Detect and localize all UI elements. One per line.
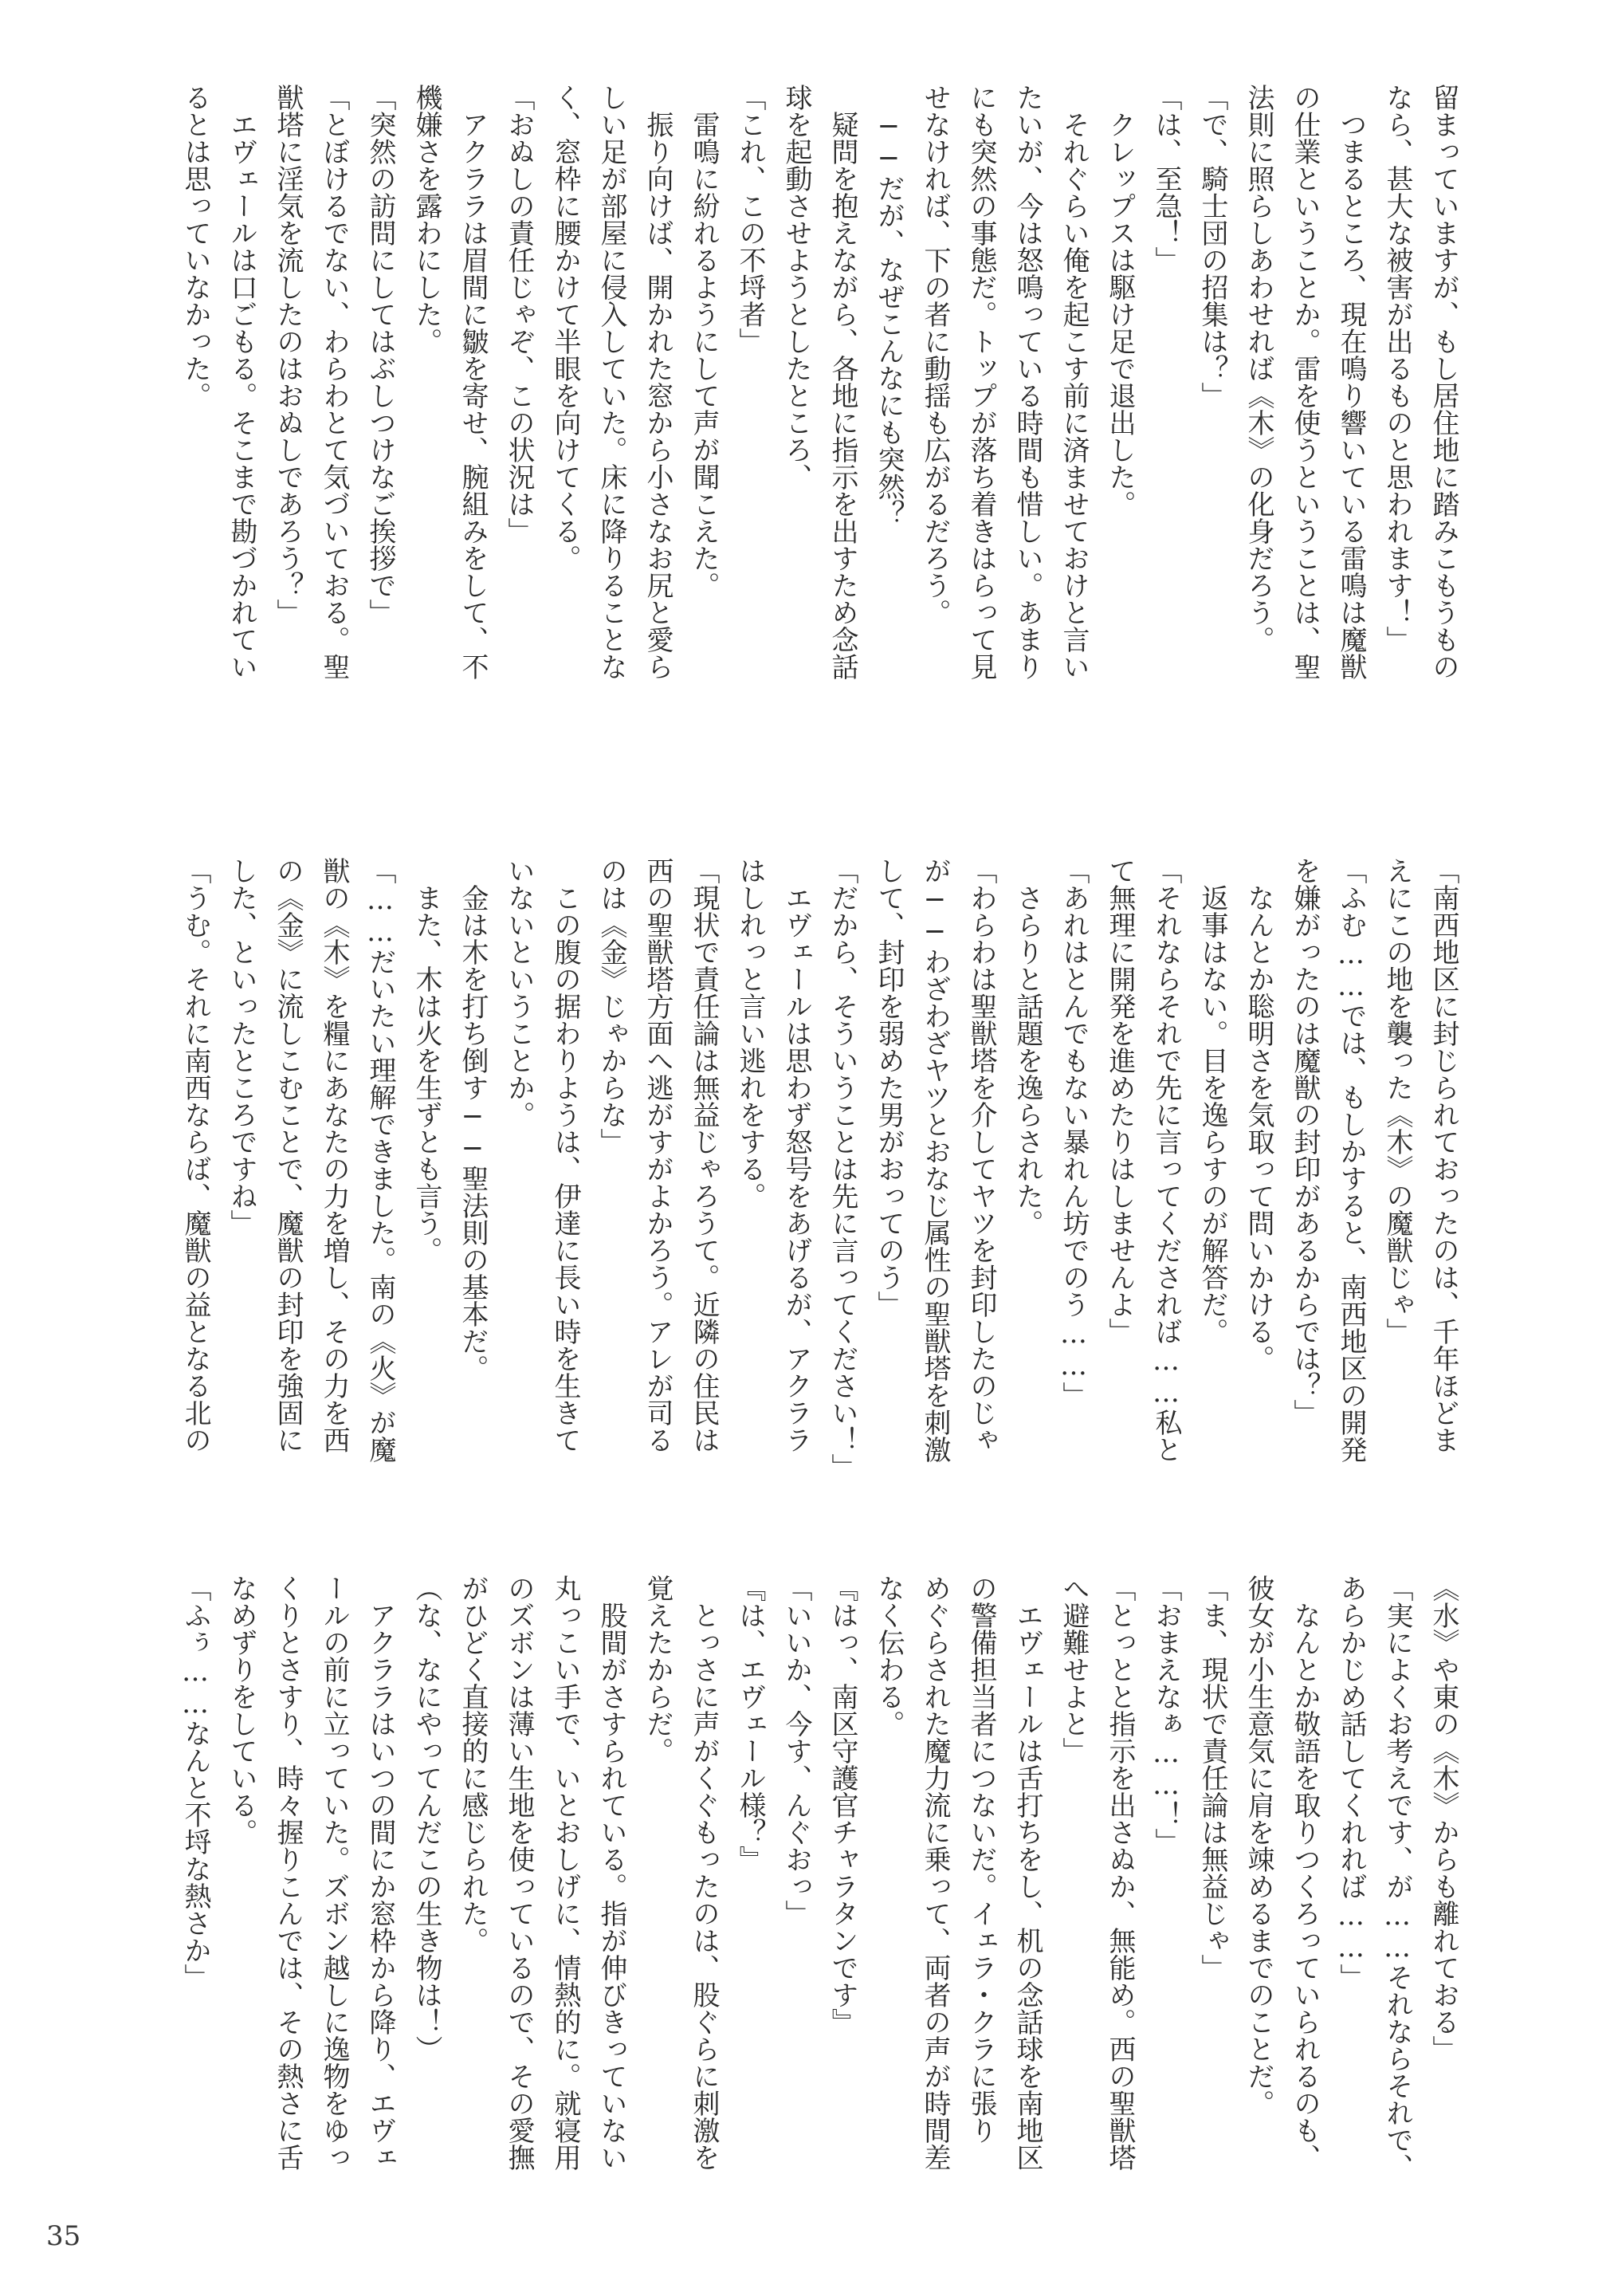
text-line: とっさに声がくぐもったのは、股ぐらに刺激を <box>688 1575 720 2171</box>
text-line: く、窓枠に腰かけて半眼を向けてくる。 <box>549 84 581 572</box>
text-line: 「とっとと指示を出さぬか、無能め。西の聖獣塔 <box>1104 1575 1136 2171</box>
text-line: エヴェールは口ごもる。そこまで勘づかれてい <box>226 84 257 680</box>
text-line: るとは思っていなかった。 <box>179 84 211 409</box>
text-line: また、木は火を生ずとも言う。 <box>410 857 442 1264</box>
text-line: を嫌がったのは魔獣の封印があるからでは？」 <box>1289 857 1321 1426</box>
text-line: えにこの地を襲った《木》の魔獣じゃ」 <box>1381 857 1413 1345</box>
text-line: の仕業ということか。雷を使うということは、聖 <box>1289 84 1321 680</box>
text-line: アクララはいつの間にか窓枠から降り、エヴェ <box>364 1575 396 2171</box>
text-line: 法則に照らしあわせれば《木》の化身だろう。 <box>1243 84 1274 653</box>
text-line: ──だが、なぜこんなにも突然？ <box>873 84 905 527</box>
text-line: が──わざわざヤツとおなじ属性の聖獣塔を刺激 <box>919 857 951 1463</box>
text-line: せなければ、下の者に動揺も広がるだろう。 <box>919 84 951 626</box>
text-line: エヴェールは思わず怒号をあげるが、アクララ <box>780 857 812 1453</box>
text-line: 丸っこい手で、いとおしげに、情熱的に。就寝用 <box>549 1575 581 2171</box>
text-line: いないということか。 <box>503 857 535 1128</box>
text-line: なんとか敬語を取りつくろっていられるのも、 <box>1289 1575 1321 2171</box>
text-line: がひどく直接的に感じられた。 <box>457 1575 489 1954</box>
text-line: 「とぼけるでない、わらわとて気づいておる。聖 <box>318 84 350 680</box>
text-line: 「ま、現状で責任論は無益じゃ」 <box>1196 1575 1228 1981</box>
text-line: あらかじめ話してくれれば……」 <box>1335 1575 1367 1991</box>
text-line: つまるところ、現在鳴り響いている雷鳴は魔獣 <box>1335 84 1367 680</box>
text-tier-bottom <box>143 1575 1467 2284</box>
text-line: クレップスは駆け足で退出した。 <box>1104 84 1136 517</box>
text-line: 「うむ。それに南西ならば、魔獣の益となる北の <box>179 857 211 1453</box>
text-line: 『はっ、南区守護官チャラタンです』 <box>827 1575 858 2035</box>
text-line: なく伝わる。 <box>873 1575 905 1737</box>
text-line: 金は木を打ち倒す──聖法則の基本だ。 <box>457 857 489 1382</box>
text-line: 疑問を抱えながら、各地に指示を出すため念話 <box>827 84 858 680</box>
text-line: 西の聖獣塔方面へ逃がすがよかろう。アレが司る <box>642 857 673 1453</box>
text-line: 『は、エヴェール様？』 <box>734 1575 766 1873</box>
text-line: 「おまえなぁ……！」 <box>1150 1575 1182 1855</box>
text-line: エヴェールは舌打ちをし、机の念話球を南地区 <box>1011 1575 1043 2171</box>
text-line: 雷鳴に紛れるようにして声が聞こえた。 <box>688 84 720 599</box>
text-line: 返事はない。目を逸らすのが解答だ。 <box>1196 857 1228 1345</box>
text-line: 「いいか、今す、んぐおっ」 <box>780 1575 812 1927</box>
text-line: 《水》や東の《木》からも離れておる」 <box>1427 1575 1459 2062</box>
text-tier-top <box>143 84 1467 809</box>
text-line: しい足が部屋に侵入していた。床に降りることな <box>595 84 627 680</box>
text-line: 振り向けば、開かれた窓から小さなお尻と愛ら <box>642 84 673 680</box>
text-line: へ避難せよと」 <box>1058 1575 1090 1764</box>
text-line: なんとか聡明さを気取って問いかける。 <box>1243 857 1274 1372</box>
text-line: にも突然の事態だ。トップが落ち着きはらって見 <box>965 84 997 680</box>
text-line: 獣の《木》を糧にあなたの力を増し、その力を西 <box>318 857 350 1453</box>
text-line: して、封印を弱めた男がおってのう」 <box>873 857 905 1318</box>
text-line: ールの前に立っていた。ズボン越しに逸物をゆっ <box>318 1575 350 2171</box>
text-line: なめずりをしている。 <box>226 1575 257 1846</box>
text-line: それぐらい俺を起こす前に済ませておけと言い <box>1058 84 1090 680</box>
text-line: 「ふむ……では、もしかすると、南西地区の開発 <box>1335 857 1367 1463</box>
text-line: て無理に開発を進めたりはしませんよ」 <box>1104 857 1136 1345</box>
text-line: さらりと話題を逸らされた。 <box>1011 857 1043 1236</box>
text-line: した、といったところですね」 <box>226 857 257 1236</box>
text-line: 獣塔に淫気を流したのはおぬしであろう？」 <box>272 84 304 626</box>
text-line: 「……だいたい理解できました。南の《火》が魔 <box>364 857 396 1463</box>
text-line: 「わらわは聖獣塔を介してヤツを封印したのじゃ <box>965 857 997 1453</box>
text-line: 留まっていますが、もし居住地に踏みこもうもの <box>1427 84 1459 680</box>
page-number: 35 <box>46 2220 81 2252</box>
text-line: 「突然の訪問にしてはぶしつけなご挨拶で」 <box>364 84 396 626</box>
text-line: 覚えたからだ。 <box>642 1575 673 1764</box>
text-line: の警備担当者につないだ。イェラ・クラに張り <box>965 1575 997 2144</box>
text-line: 「あれはとんでもない暴れん坊でのう……」 <box>1058 857 1090 1409</box>
text-line: 「これ、この不埒者」 <box>734 84 766 355</box>
text-line: （な、なにやってんだこの生き物は！） <box>410 1575 442 2062</box>
text-line: この腹の据わりようは、伊達に長い時を生きて <box>549 857 581 1453</box>
text-line: はしれっと言い逃れをする。 <box>734 857 766 1209</box>
text-line: なら、甚大な被害が出るものと思われます！」 <box>1381 84 1413 653</box>
text-line: 「で、騎士団の招集は？」 <box>1196 84 1228 409</box>
text-line: 「実によくお考えです、が……それならそれで、 <box>1381 1575 1413 2180</box>
text-line: 「それならそれで先に言ってくだされば……私と <box>1150 857 1182 1463</box>
text-tier-middle <box>143 857 1467 1567</box>
text-line: アクララは眉間に皺を寄せ、腕組みをして、不 <box>457 84 489 680</box>
text-line: 「現状で責任論は無益じゃろうて。近隣の住民は <box>688 857 720 1453</box>
text-line: 機嫌さを露わにした。 <box>410 84 442 355</box>
text-line: 「だから、そういうことは先に言ってください！」 <box>827 857 858 1480</box>
text-line: 股間がさすられている。指が伸びきっていない <box>595 1575 627 2171</box>
text-line: 「ふぅ……なんと不埒な熱さか」 <box>179 1575 211 1991</box>
text-line: のは《金》じゃからな」 <box>595 857 627 1155</box>
text-line: 彼女が小生意気に肩を竦めるまでのことだ。 <box>1243 1575 1274 2117</box>
text-line: めぐらされた魔力流に乗って、両者の声が時間差 <box>919 1575 951 2171</box>
text-line: のズボンは薄い生地を使っているので、その愛撫 <box>503 1575 535 2171</box>
text-line: の《金》に流しこむことで、魔獣の封印を強固に <box>272 857 304 1453</box>
text-line: 「おぬしの責任じゃぞ、この状況は」 <box>503 84 535 545</box>
text-line: たいが、今は怒鳴っている時間も惜しい。あまり <box>1011 84 1043 680</box>
text-line: 「南西地区に封じられておったのは、千年ほどま <box>1427 857 1459 1453</box>
text-line: 「は、至急！」 <box>1150 84 1182 273</box>
text-line: くりとさすり、時々握りこんでは、その熱さに舌 <box>272 1575 304 2171</box>
text-line: 球を起動させようとしたところ、 <box>780 84 812 490</box>
